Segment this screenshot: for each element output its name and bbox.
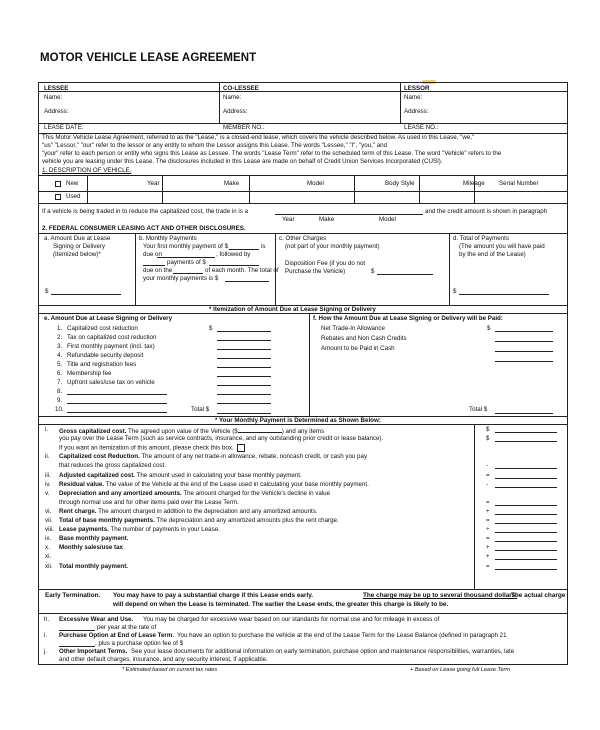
used-checkbox[interactable] [55, 194, 61, 200]
box-b-line: , followed by [216, 251, 251, 258]
payment-amount-blank[interactable] [495, 505, 557, 506]
payment-row-sign: ÷ [486, 526, 490, 534]
box-c-line: (not part of your monthly payment) [285, 243, 380, 250]
vehicle-col-serial: Serial Number [499, 180, 539, 187]
payment-row-bold: Total of base monthly payments. [59, 517, 155, 524]
payment-row-num: viii. [45, 526, 54, 534]
box-c-title: c. Other Charges [279, 235, 327, 242]
payment-row-text [59, 526, 220, 534]
payment-row-sign: - [486, 480, 489, 488]
term-h-bold: Excessive Wear and Use. [59, 616, 134, 623]
itemization-checkbox[interactable] [237, 444, 245, 452]
e-num: 3. [57, 343, 63, 350]
e-num: 6. [57, 370, 63, 377]
intro-line: "us" "Lessor," "our" refer to the lessor or any entity to whom the Lessor assigns this Lease. The words "Lessee," "I", "you," and [42, 142, 388, 149]
e-item: Refundable security deposit [67, 352, 144, 359]
payment-row-desc: The amount charged for the Vehicle's decline in value [181, 489, 331, 497]
payment-row-sign: + [486, 544, 490, 552]
payment-row-desc: The amount charged in addition to the depreciation and any amortized amounts. [96, 507, 318, 515]
e-item: Upfront sales/use tax on vehicle [67, 379, 155, 386]
payment-row-text [59, 426, 324, 436]
tradein-text-2: and the credit amount is shown in paragraph [425, 208, 548, 215]
term-j-text2: and other default charges, insurance, and any security interest, if applicable. [59, 656, 268, 663]
lessee-address-field[interactable]: Address: [44, 108, 69, 115]
payment-row-text [59, 472, 302, 480]
colessee-name-field[interactable]: Name: [223, 94, 242, 101]
box-b-line: due on the [143, 267, 173, 274]
payment-row-text [59, 435, 383, 443]
intro-line: This Motor Vehicle Lease Agreement, referred to as the "Lease," is a closed-end lease, which covers the vehicle described below. As used in this Lease, "we," [42, 134, 475, 141]
payment-row-text [59, 544, 123, 552]
payment-row-num: i. [45, 426, 49, 433]
box-d-line: (The amount you will have paid [459, 243, 545, 250]
payment-amount-blank[interactable] [495, 569, 557, 570]
f-item: Net Trade-In Allowance [321, 325, 385, 332]
e-num: 9. [57, 397, 63, 404]
box-b-line: payments of $ [167, 259, 206, 266]
itemization-heading: * Itemization of Amount Due at Lease Signing or Delivery [209, 306, 376, 313]
payment-row-bold: Adjusted capitalized cost. [59, 471, 135, 479]
payment-row-text [59, 563, 128, 571]
payment-row-text [59, 490, 330, 498]
lease-no-field[interactable]: LEASE NO.: [404, 124, 439, 131]
tradein-year: Year [282, 216, 295, 223]
early-termination-text: The charge may be up to several thousand dollars. [363, 592, 518, 599]
payment-row-num: ix. [45, 535, 52, 543]
f-dollar: $ [487, 325, 491, 332]
payment-row-desc: The agreed upon value of the Vehicle ($ [126, 428, 238, 435]
payment-row-text [59, 508, 318, 516]
term-i-num: i. [44, 632, 48, 639]
vehicle-heading: 1. DESCRIPTION OF VEHICLE. [42, 167, 132, 174]
e-item: First monthly payment (incl. tax) [67, 343, 155, 350]
payment-row-bold: Gross capitalized cost. [59, 428, 127, 435]
payment-row-sign: = [486, 498, 490, 506]
payment-row-desc: that reduces the gross capitalized cost. [59, 462, 166, 470]
vehicle-value-blank[interactable] [238, 426, 282, 433]
payment-row-bold: Total monthly payment. [59, 562, 128, 570]
vehicle-col-mileage: Mileage [463, 180, 485, 187]
lessee-name-field[interactable]: Name: [44, 94, 63, 101]
payment-row-text [59, 499, 239, 507]
box-c-dollar: $ [371, 268, 375, 275]
payment-row-sign: = [486, 562, 490, 570]
payment-amount-blank[interactable] [495, 523, 557, 524]
payment-amount-blank[interactable] [495, 487, 557, 488]
payment-amount-blank[interactable] [495, 468, 557, 469]
box-b-line: of each month. The total of [205, 267, 279, 274]
payment-row-sign: = [486, 517, 490, 524]
vehicle-col-model: Model [307, 180, 324, 187]
e-total-label: Total $ [191, 406, 210, 413]
term-j-text: See your lease documents for additional information on early termination, purchase option and maintenance responsibilities, warranties, late [131, 648, 515, 655]
payment-amount-blank[interactable] [495, 550, 557, 551]
payment-row-text [59, 535, 128, 543]
e-item: Title and registration fees [67, 361, 137, 368]
payment-row-sign: $ [486, 426, 490, 433]
early-termination-text: You may have to pay a substantial charge if this Lease ends early. [113, 592, 314, 599]
e-item: Capitalized cost reduction [67, 325, 138, 332]
payment-row-num: vii. [45, 517, 53, 524]
box-c-line: Purchase the Vehicle) [285, 268, 346, 275]
e-title: e. Amount Due at Lease Signing or Delivery [44, 315, 173, 322]
payment-amount-blank[interactable] [495, 559, 557, 560]
early-termination-text: will depend on when the Lease is terminated. The earlier the Lease ends, the greater this charge is likely to be. [113, 601, 449, 608]
payment-amount-blank[interactable] [495, 478, 557, 479]
payment-row-sign: = [486, 535, 490, 543]
box-b-line: Your first monthly payment of $ [143, 243, 229, 250]
payment-row-sign: + [486, 507, 490, 515]
member-no-field[interactable]: MEMBER NO.: [223, 124, 265, 131]
tradein-text: If a vehicle is being traded in to reduce the capitalized cost, the trade in is a [42, 208, 249, 215]
f-item: Amount to be Paid in Cash [321, 345, 395, 352]
colessee-address-field[interactable]: Address: [223, 108, 248, 115]
payment-row-text [59, 517, 339, 525]
term-i-text: You have an option to purchase the vehicle at the end of the Lease Term for the Lease Balance (defined in paragraph 21 [177, 632, 507, 639]
document-title: MOTOR VEHICLE LEASE AGREEMENT [40, 52, 257, 64]
e-dollar: $ [209, 325, 213, 332]
box-c-line: Disposition Fee (if you do not [285, 260, 366, 267]
payment-row-sign: = [486, 471, 490, 479]
early-termination-label: Early Termination. [45, 592, 101, 599]
early-termination-box [38, 589, 568, 614]
box-b-line: due on [143, 251, 162, 258]
payment-row-num: iv. [45, 480, 51, 488]
payment-amount-blank[interactable] [495, 532, 557, 533]
term-j-num: j. [44, 648, 48, 655]
payment-row-desc: you pay over the Lease Term (such as service contracts, insurance, and any outstanding prior credit or lease balance). [59, 435, 384, 443]
box-d-title: d. Total of Payments [453, 235, 509, 242]
vehicle-col-make: Make [224, 180, 240, 187]
payment-row-desc: through normal use and for other items paid over the Lease Term. [59, 498, 239, 506]
box-b-line: is [261, 243, 266, 250]
e-item: Membership fee [67, 370, 112, 377]
used-label: Used [66, 193, 81, 200]
box-d-dollar: $ [453, 288, 457, 295]
f-total-label: Total $ [469, 406, 488, 413]
e-num: 4. [57, 352, 63, 359]
section2-heading: 2. FEDERAL CONSUMER LEASING ACT AND OTHER DISCLOSURES. [42, 225, 246, 232]
payment-heading: * Your Monthly Payment is Determined as Shown Below: [215, 417, 381, 424]
term-i-text2: , plus a purchase option fee of $ [95, 640, 184, 647]
vehicle-col-year: Year [147, 180, 160, 187]
vehicle-col-body-style: Body Style [385, 180, 415, 187]
payment-row-desc: The number of payments in your Lease. [108, 526, 220, 534]
term-h-text2: per year at the rate of [97, 624, 157, 631]
lessor-label: LESSOR [404, 85, 430, 92]
payment-row-bold: Base monthly payment. [59, 535, 129, 543]
e-num: 7. [57, 379, 63, 386]
intro-line: "your" refer to each person or entity who signs this Lease as Lessee. The words "Lease Term" refer to the scheduled term of this Lease. The word "Vehicle" refers to the [42, 150, 502, 157]
payment-row-num: x. [45, 544, 50, 552]
box-b-title: b. Monthly Payments [139, 235, 197, 242]
payment-amount-blank[interactable] [495, 541, 557, 542]
payment-row-desc: The depreciation and any amortized amounts plus the rent charge. [154, 517, 339, 524]
payment-row-bold: Lease payments. [59, 526, 109, 534]
payment-row-sign: - [486, 462, 489, 470]
tradein-make: Make [319, 216, 335, 223]
e-num: 5. [57, 361, 63, 368]
payment-row-bold: Residual value. [59, 480, 105, 488]
payment-row-num: xi. [45, 553, 52, 561]
footnote-term: + Based on Lease going full Lease Term [410, 667, 511, 673]
payment-row-num: vi. [45, 507, 52, 515]
box-a-line: (Itemized below)* [53, 251, 101, 258]
payment-amount-blank[interactable] [495, 432, 557, 433]
payment-row-text [59, 444, 245, 452]
box-a-title: a. Amount Due at Lease [44, 235, 111, 242]
payment-row-bold: Rent charge. [59, 507, 97, 515]
tradein-model: Model [379, 216, 396, 223]
payment-amount-blank[interactable] [495, 514, 557, 515]
payment-row-bold: Depreciation and any amortized amounts. [59, 489, 182, 497]
payment-row-desc: The value of the Vehicle at the end of the Lease used in calculating your base monthly payment. [104, 480, 369, 488]
lessee-label: LESSEE [44, 85, 69, 92]
payment-row-num: ii. [45, 453, 50, 461]
new-label: New [66, 180, 79, 187]
box-b-line: your monthly payments is $ [143, 275, 219, 282]
new-checkbox[interactable] [55, 181, 61, 187]
payment-row-desc: The amount of any net trade-in allowance, rebate, noncash credit, or cash you pay [139, 453, 368, 461]
e-item: Tax on capitalized cost reduction [67, 334, 157, 341]
f-item: Rebates and Non Cash Credits [321, 335, 407, 342]
colessee-label: CO-LESSEE [223, 85, 259, 92]
payment-row-text [59, 462, 166, 470]
footnote-tax: * Estimated based on current tax rates [122, 667, 218, 673]
lease-form [38, 82, 568, 665]
term-h-num: h. [44, 616, 50, 623]
term-h-text: You may be charged for excessive wear based on our standards for normal use and for mileage in excess of [143, 616, 440, 623]
payment-row-desc: If you want an itemization of this amount, please check this box. [59, 444, 234, 452]
payment-row-bold: Monthly sales/use tax [59, 544, 123, 552]
e-num: 8. [57, 388, 63, 395]
e-num: 10. [55, 406, 64, 413]
payment-row-num: iii. [45, 471, 51, 479]
intro-line: vehicle you are leasing under this Lease. The disclosures included in this Lease are made on behalf of Credit Union Services Incorporated (CUSI). [42, 158, 443, 165]
payment-row-num: v. [45, 489, 50, 497]
lease-date-field[interactable]: LEASE DATE: [44, 124, 84, 131]
box-a-dollar: $ [45, 288, 49, 295]
payment-row-desc: ) and any items [281, 428, 325, 435]
payment-amount-blank[interactable] [495, 441, 557, 442]
payment-row-text [59, 453, 367, 461]
payment-row-sign: $ [486, 435, 490, 443]
term-i-bold: Purchase Option at End of Lease Term. [59, 632, 175, 639]
payment-row-num: xii. [45, 562, 53, 570]
payment-row-bold: Capitalized cost Reduction. [59, 453, 140, 461]
lessor-address-field[interactable]: Address: [404, 108, 429, 115]
term-j-bold: Other Important Terms. [59, 648, 128, 655]
payment-row-desc: The amount used in calculating your base monthly payment. [134, 471, 302, 479]
payment-row-text [59, 481, 369, 489]
e-num: 1. [57, 325, 63, 332]
e-num: 2. [57, 334, 63, 341]
payment-row-sign: + [486, 553, 490, 561]
lessor-name-field[interactable]: Name: [404, 94, 423, 101]
f-title: f. How the Amount Due at Lease Signing or Delivery will be Paid: [313, 315, 503, 322]
box-a-line: Signing or Delivery [53, 243, 105, 250]
early-termination-text: The actual charge [511, 592, 566, 599]
box-d-line: by the end of the Lease) [459, 251, 526, 258]
